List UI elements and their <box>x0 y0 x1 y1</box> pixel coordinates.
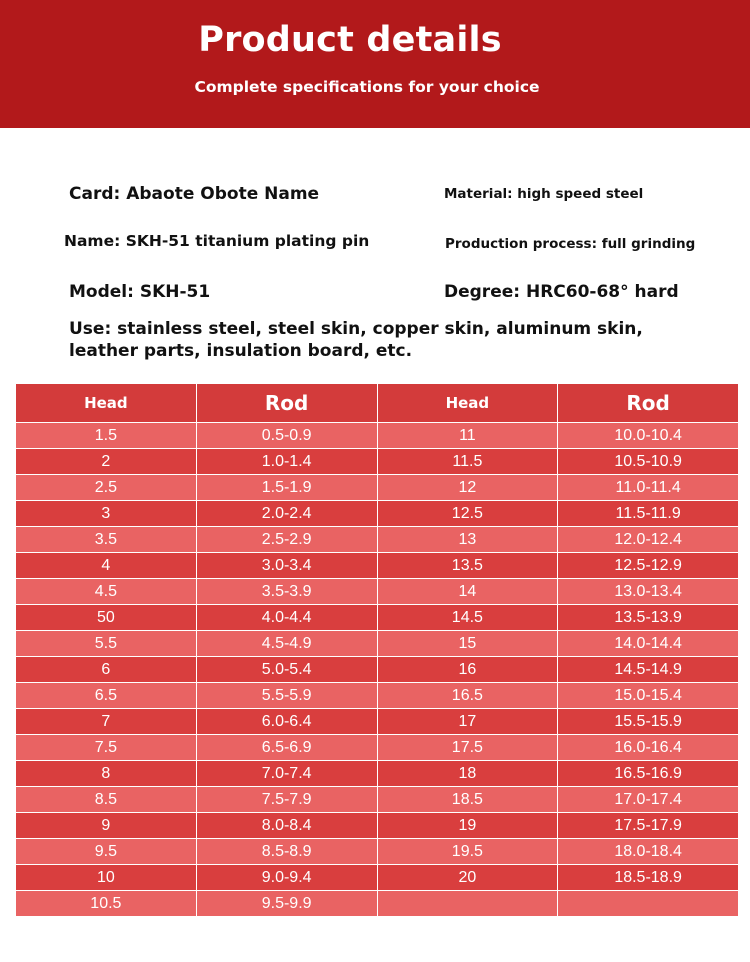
cell-rod: 0.5-0.9 <box>196 423 377 449</box>
table-row <box>16 631 739 657</box>
page-title: Product details <box>198 20 502 60</box>
table-row <box>16 423 739 449</box>
table-row <box>16 475 739 501</box>
table-row <box>16 839 739 865</box>
cell-head: 4 <box>16 553 197 579</box>
cell-rod: 4.0-4.4 <box>196 605 377 631</box>
cell-rod: 11.5-11.9 <box>558 501 739 527</box>
cell-head: 8 <box>16 761 197 787</box>
cell-rod: 1.5-1.9 <box>196 475 377 501</box>
column-header-head: Head <box>377 384 558 423</box>
cell-rod: 10.5-10.9 <box>558 449 739 475</box>
cell-head: 2 <box>16 449 197 475</box>
spec-model: Model: SKH-51 <box>69 282 211 302</box>
cell-head: 19.5 <box>377 839 558 865</box>
cell-head: 5.5 <box>16 631 197 657</box>
table-body <box>16 423 739 917</box>
cell-rod: 1.0-1.4 <box>196 449 377 475</box>
cell-rod <box>558 891 739 917</box>
table-row <box>16 449 739 475</box>
cell-rod: 14.0-14.4 <box>558 631 739 657</box>
cell-head: 11 <box>377 423 558 449</box>
spec-use: Use: stainless steel, steel skin, copper skin, aluminum skin, leather parts, insulation board, etc. <box>69 319 643 361</box>
table-header-row <box>16 384 739 423</box>
cell-head: 12.5 <box>377 501 558 527</box>
cell-head: 6.5 <box>16 683 197 709</box>
table-row <box>16 553 739 579</box>
cell-head: 16.5 <box>377 683 558 709</box>
cell-head: 20 <box>377 865 558 891</box>
cell-head: 50 <box>16 605 197 631</box>
table-row <box>16 657 739 683</box>
table-row <box>16 683 739 709</box>
table-row <box>16 709 739 735</box>
cell-rod: 5.0-5.4 <box>196 657 377 683</box>
cell-head: 3 <box>16 501 197 527</box>
cell-rod: 17.0-17.4 <box>558 787 739 813</box>
cell-head: 3.5 <box>16 527 197 553</box>
cell-head <box>377 891 558 917</box>
cell-rod: 13.0-13.4 <box>558 579 739 605</box>
size-table <box>15 383 739 917</box>
cell-rod: 8.5-8.9 <box>196 839 377 865</box>
cell-head: 18 <box>377 761 558 787</box>
cell-head: 15 <box>377 631 558 657</box>
cell-rod: 5.5-5.9 <box>196 683 377 709</box>
column-header-rod: Rod <box>558 384 739 423</box>
cell-head: 14.5 <box>377 605 558 631</box>
cell-rod: 3.5-3.9 <box>196 579 377 605</box>
cell-head: 4.5 <box>16 579 197 605</box>
cell-rod: 6.0-6.4 <box>196 709 377 735</box>
column-header-head: Head <box>16 384 197 423</box>
cell-head: 7.5 <box>16 735 197 761</box>
cell-rod: 13.5-13.9 <box>558 605 739 631</box>
table-row <box>16 787 739 813</box>
table-row <box>16 605 739 631</box>
cell-head: 6 <box>16 657 197 683</box>
cell-rod: 15.5-15.9 <box>558 709 739 735</box>
cell-rod: 14.5-14.9 <box>558 657 739 683</box>
cell-rod: 18.5-18.9 <box>558 865 739 891</box>
cell-rod: 2.5-2.9 <box>196 527 377 553</box>
cell-rod: 12.5-12.9 <box>558 553 739 579</box>
table-row <box>16 865 739 891</box>
cell-head: 19 <box>377 813 558 839</box>
table-row <box>16 527 739 553</box>
cell-head: 16 <box>377 657 558 683</box>
spec-degree: Degree: HRC60-68° hard <box>444 282 679 302</box>
cell-head: 18.5 <box>377 787 558 813</box>
cell-rod: 3.0-3.4 <box>196 553 377 579</box>
cell-rod: 9.0-9.4 <box>196 865 377 891</box>
cell-head: 13 <box>377 527 558 553</box>
cell-head: 17 <box>377 709 558 735</box>
cell-head: 11.5 <box>377 449 558 475</box>
cell-head: 7 <box>16 709 197 735</box>
cell-rod: 7.5-7.9 <box>196 787 377 813</box>
cell-rod: 7.0-7.4 <box>196 761 377 787</box>
cell-head: 14 <box>377 579 558 605</box>
spec-card: Card: Abaote Obote Name <box>69 184 320 204</box>
table-row <box>16 579 739 605</box>
cell-rod: 10.0-10.4 <box>558 423 739 449</box>
cell-rod: 8.0-8.4 <box>196 813 377 839</box>
table-row <box>16 735 739 761</box>
cell-rod: 16.5-16.9 <box>558 761 739 787</box>
table-row <box>16 891 739 917</box>
cell-head: 9 <box>16 813 197 839</box>
cell-rod: 17.5-17.9 <box>558 813 739 839</box>
cell-rod: 11.0-11.4 <box>558 475 739 501</box>
table-row <box>16 501 739 527</box>
cell-head: 17.5 <box>377 735 558 761</box>
spec-process: Production process: full grinding <box>445 236 696 252</box>
column-header-rod: Rod <box>196 384 377 423</box>
spec-material: Material: high speed steel <box>444 186 644 202</box>
cell-rod: 4.5-4.9 <box>196 631 377 657</box>
table-row <box>16 813 739 839</box>
cell-rod: 18.0-18.4 <box>558 839 739 865</box>
cell-head: 8.5 <box>16 787 197 813</box>
cell-head: 13.5 <box>377 553 558 579</box>
header-banner <box>0 0 750 128</box>
cell-rod: 9.5-9.9 <box>196 891 377 917</box>
cell-rod: 15.0-15.4 <box>558 683 739 709</box>
cell-head: 1.5 <box>16 423 197 449</box>
page-subtitle: Complete specifications for your choice <box>194 78 540 96</box>
cell-rod: 6.5-6.9 <box>196 735 377 761</box>
table-row <box>16 761 739 787</box>
cell-head: 12 <box>377 475 558 501</box>
cell-rod: 12.0-12.4 <box>558 527 739 553</box>
cell-head: 9.5 <box>16 839 197 865</box>
cell-head: 10 <box>16 865 197 891</box>
cell-head: 10.5 <box>16 891 197 917</box>
spec-name: Name: SKH-51 titanium plating pin <box>64 232 370 250</box>
cell-rod: 16.0-16.4 <box>558 735 739 761</box>
cell-head: 2.5 <box>16 475 197 501</box>
cell-rod: 2.0-2.4 <box>196 501 377 527</box>
